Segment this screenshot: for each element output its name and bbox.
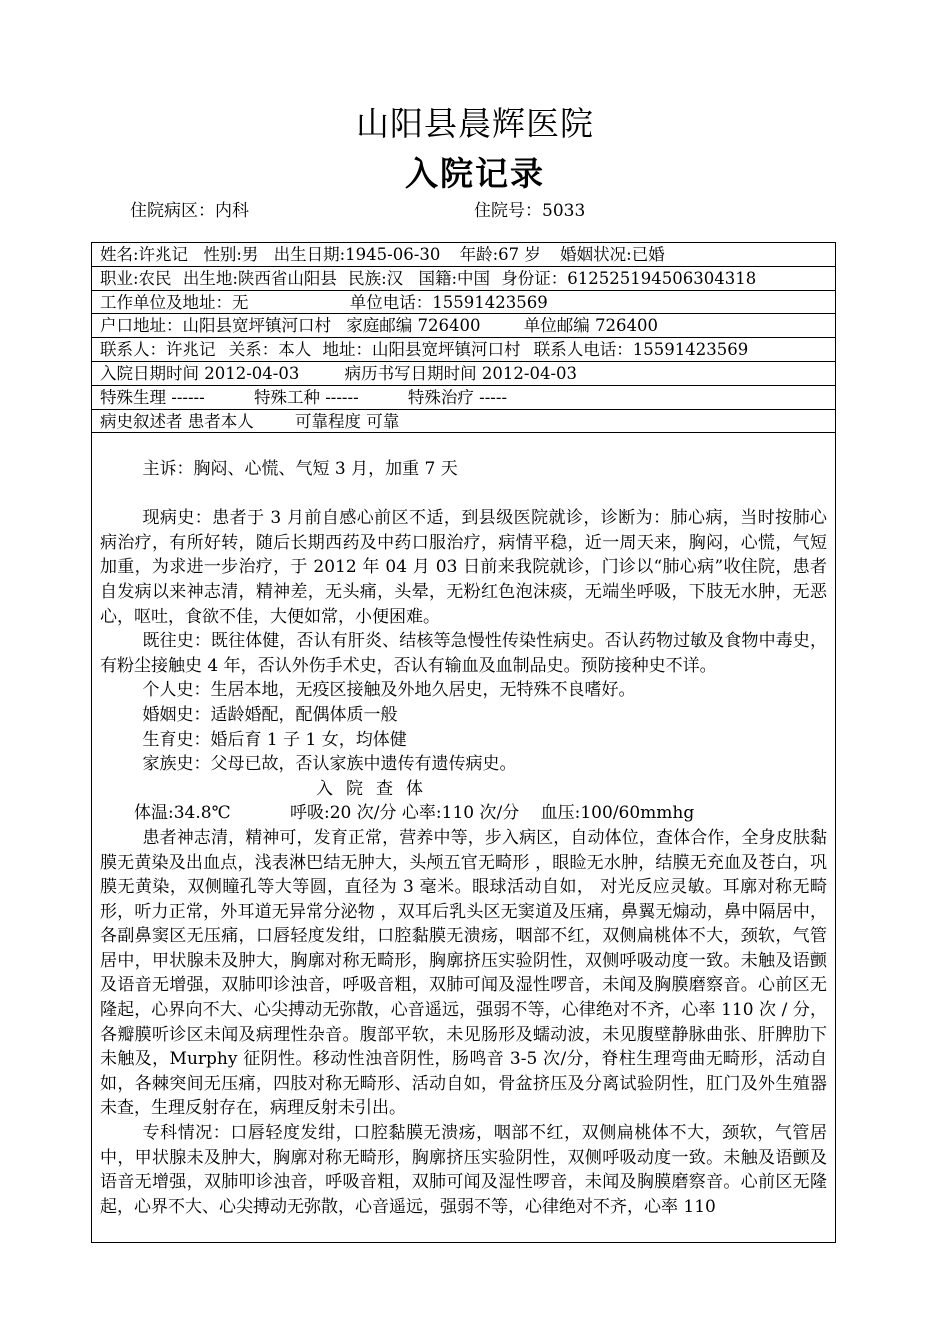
temperature: 体温:34.8℃ (134, 803, 231, 824)
present-illness: 现病史：患者于 3 月前自感心前区不适，到县级医院就诊，诊断为：肺心病，当时按肺心病治疗，有所好转，随后长期西药及中药口服治疗，病情平稳，近一周天来，胸闷，心慌，气短加重，为求进一步治疗，于 2012 年 04 月 03 日前来我院就诊，门诊以“肺心病”收住院，患者自发病以来神志清，精神差，无头痛，头晕，无粉红色泡沫痰，无端坐呼吸，下肢无水肿，无恶心，呕吐，食欲不佳，大便如常，小便困难。 (100, 508, 827, 627)
document-title: 入院记录 (405, 154, 545, 193)
record-date-field: 病历书写日期时间 2012-04-03 (344, 363, 578, 383)
personal-history: 个人史：生居本地，无疫区接触及外地久居史，无特殊不良嗜好。 (142, 680, 636, 701)
childbearing-history: 生育史：婚后育 1 子 1 女，均体健 (142, 729, 407, 750)
admission-number: 住院号：5033 (474, 201, 586, 221)
occupation-field: 职业:农民 (100, 268, 172, 288)
name-field: 姓名:许兆记 (100, 245, 189, 264)
pulse: 心率:110 次/分 (401, 803, 520, 824)
info-row-special (92, 386, 835, 410)
info-row-contact (92, 338, 835, 362)
marital-field: 婚姻状况:已婚 (560, 245, 665, 264)
relation-field: 关系：本人 (228, 340, 312, 360)
work-phone-field: 单位电话：15591423569 (349, 292, 548, 312)
reliability-field: 可靠程度 可靠 (295, 411, 400, 431)
ward-label: 住院病区：内科 (130, 201, 249, 221)
residence-field: 户口地址：山阳县宽坪镇河口村 (100, 316, 331, 336)
hospital-name: 山阳县晨辉医院 (356, 104, 594, 143)
sex-field: 性别:男 (203, 245, 259, 264)
vital-signs (100, 801, 827, 826)
nationality-field: 国籍:中国 (418, 268, 490, 288)
info-row-basic (92, 243, 835, 267)
marriage-history: 婚姻史：适龄婚配，配偶体质一般 (142, 704, 398, 725)
birth-field: 出生日期:1945-06-30 (273, 245, 441, 264)
contact-address-field: 地址：山阳县宽坪镇河口村 (322, 340, 521, 360)
ethnicity-field: 民族:汉 (348, 268, 404, 288)
admission-form (91, 242, 836, 1243)
admit-date-field: 入院日期时间 2012-04-03 (100, 363, 300, 383)
blood-pressure: 血压:100/60mmhg (540, 803, 695, 824)
family-history: 家族史：父母已故，否认家族中遗传有遗传病史。 (142, 754, 517, 775)
workplace-field: 工作单位及地址：无 (100, 292, 249, 312)
info-row-dates (92, 362, 835, 386)
special-physiology-field: 特殊生理 ------ (100, 387, 205, 407)
id-card-field: 身份证：612525194506304318 (501, 268, 757, 288)
birthplace-field: 出生地:陕西省山阳县 (182, 268, 337, 288)
specialty-exam: 专科情况：口唇轻度发绀，口腔黏膜无溃疡，咽部不红，双侧扁桃体不大，颈软，气管居中，甲状腺未及肿大，胸廓对称无畸形，胸廓挤压实验阴性，双侧呼吸动度一致。未触及语颤及语音无增强，双肺叩诊浊音，呼吸音粗，双肺可闻及湿性啰音，未闻及胸膜磨察音。心前区无隆起，心界不大、心尖搏动无弥散，心音遥远，强弱不等，心律绝对不齐，心率 110 (100, 1123, 827, 1217)
chief-complaint: 主诉：胸闷、心慌、气短 3 月，加重 7 天 (142, 459, 458, 479)
contact-field: 联系人：许兆记 (100, 340, 216, 360)
info-row-identity (92, 267, 835, 291)
special-job-field: 特殊工种 ------ (253, 387, 359, 407)
general-exam: 患者神志清，精神可，发育正常，营养中等，步入病区，自动体位，查体合作，全身皮肤黏膜无黄染及出血点，浅表淋巴结无肿大，头颅五官无畸形 ，眼睑无水肿，结膜无充血及苍白，巩膜无黄染，双侧瞳孔等大等圆，直径为 3 毫米。眼球活动自如， 对光反应灵敏。耳廓对称无畸形，听力正常，外耳道无异常分泌物 ，双耳后乳头区无窦道及压痛，鼻翼无煽动，鼻中隔居中，各副鼻窦区无压痛，口唇轻度发绀，口腔黏膜无溃疡，咽部不红，双侧扁桃体不大，颈软，气管居中，甲状腺未及肿大，胸廓对称无畸形，胸廓挤压实验阴性，双侧呼吸动度一致。未触及语颤及语音无增强，双肺叩诊浊音，呼吸音粗，双肺可闻及湿性啰音，未闻及胸膜磨察音。心前区无隆起，心界向不大、心尖搏动无弥散，心音遥远，强弱不等，心律绝对不齐，心率 110 次 / 分，各瓣膜听诊区未闻及病理性杂音。腹部平软，未见肠形及蠕动波，未见腹壁静脉曲张、肝脾肋下未触及，Murphy 征阴性。移动性浊音阴性，肠鸣音 3-5 次/分，脊柱生理弯曲无畸形，活动自如，各棘突间无压痛，四肢对称无畸形、活动自如，骨盆挤压及分离试验阴性，肛门及外生殖器未查，生理反射存在，病理反射未引出。 (100, 827, 827, 1119)
medical-history (100, 457, 827, 1219)
info-row-work (92, 291, 835, 315)
info-row-address (92, 314, 835, 338)
info-row-narrator (92, 410, 835, 434)
age-field: 年龄:67 岁 (459, 245, 541, 264)
narrator-field: 病史叙述者 患者本人 (100, 411, 254, 431)
past-history: 既往史：既往体健，否认有肝炎、结核等急慢性传染性病史。否认药物过敏及食物中毒史，有粉尘接触史 4 年，否认外伤手术史，否认有输血及血制品史。预防接种史不详。 (100, 631, 827, 676)
special-treatment-field: 特殊治疗 ----- (407, 387, 508, 407)
respiration: 呼吸:20 次/分 (290, 803, 397, 824)
contact-phone-field: 联系人电话：15591423569 (533, 340, 749, 360)
work-zip-field: 单位邮编 726400 (523, 316, 658, 336)
physical-exam-heading: 入院查体 (316, 778, 436, 799)
home-zip-field: 家庭邮编 726400 (346, 316, 481, 336)
